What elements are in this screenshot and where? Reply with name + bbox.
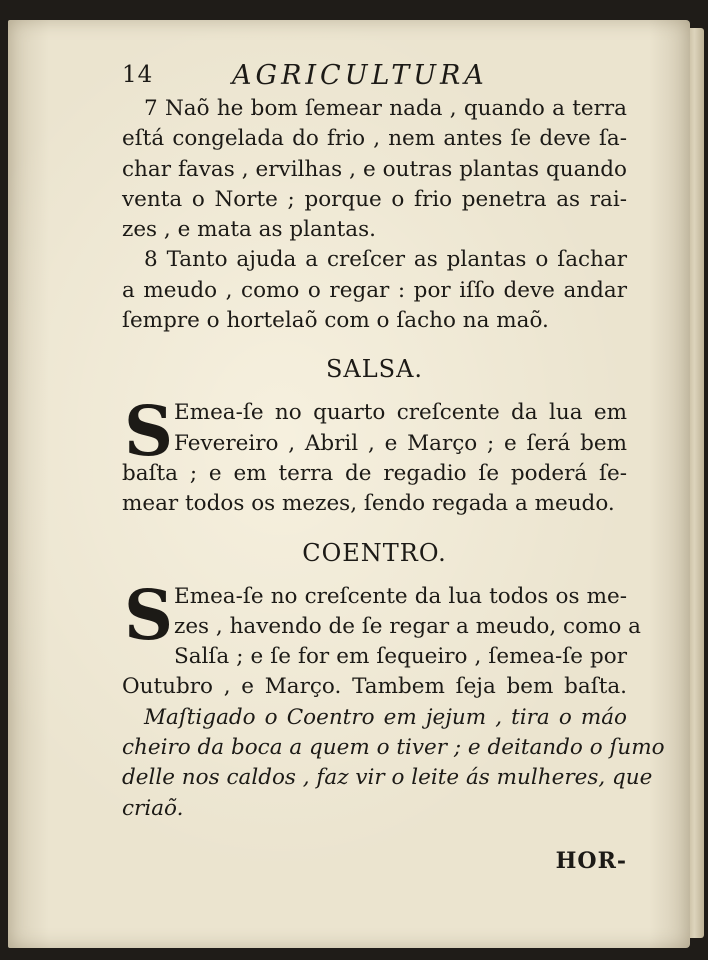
catchword: HOR- xyxy=(555,848,627,874)
text-line: Outubro , e Março. Tambem ſeja bem baſta. xyxy=(122,674,627,700)
drop-cap: S xyxy=(124,392,174,473)
text-line: venta o Norte ; porque o frio penetra as rai- xyxy=(122,186,627,212)
text-line: 7 Naõ he bom ſemear nada , quando a terra xyxy=(144,96,627,121)
text-line: Emea-ſe no quarto creſcente da lua em xyxy=(174,400,627,426)
text-line: a meudo , como o regar : por iſſo deve andar xyxy=(122,277,627,303)
text-line: ſempre o hortelaõ com o ſacho na maõ. xyxy=(122,308,549,334)
text-line: mear todos os mezes, ſendo regada a meudo. xyxy=(122,491,615,517)
coentro-paragraph xyxy=(122,575,665,824)
italic-text-line: criaõ. xyxy=(122,795,184,821)
paragraph-8 xyxy=(122,245,627,336)
paragraph-7 xyxy=(122,94,627,245)
running-head xyxy=(122,58,627,94)
section-heading-coentro: COENTRO. xyxy=(302,538,447,567)
text-line: Emea-ſe no creſcente da lua todos os me- xyxy=(174,583,627,609)
italic-text-line: Maſtigado o Coentro em jejum , tira o máo xyxy=(144,704,627,730)
text-line: zes , havendo de ſe regar a meudo, como a xyxy=(174,613,641,639)
page-number: 14 xyxy=(122,62,154,88)
text-line: eſtá congelada do frio , nem antes ſe deve ſa- xyxy=(122,126,627,152)
text-line: 8 Tanto ajuda a creſcer as plantas o ſachar xyxy=(144,247,627,273)
adjacent-page-edge xyxy=(688,28,704,938)
section-heading-salsa: SALSA. xyxy=(325,355,424,384)
text-line: baſta ; e em terra de regadio ſe poderá ſe- xyxy=(122,460,627,486)
running-title: AGRICULTURA xyxy=(232,60,488,91)
text-line: char favas , ervilhas , e outras plantas quando xyxy=(122,156,627,182)
text-line: Fevereiro , Abril , e Março ; e ſerá bem xyxy=(174,430,627,456)
salsa-paragraph xyxy=(122,392,627,519)
drop-cap: S xyxy=(124,575,174,656)
italic-text-line: delle nos caldos , faz vir o leite ás mulheres, que xyxy=(122,765,653,791)
text-line: Salſa ; e ſe for em ſequeiro , ſemea-ſe por xyxy=(174,644,627,670)
text-line: zes , e mata as plantas. xyxy=(122,217,376,243)
italic-text-line: cheiro da boca a quem o tiver ; e deitando o ſumo xyxy=(122,735,665,761)
text-block xyxy=(122,58,665,874)
